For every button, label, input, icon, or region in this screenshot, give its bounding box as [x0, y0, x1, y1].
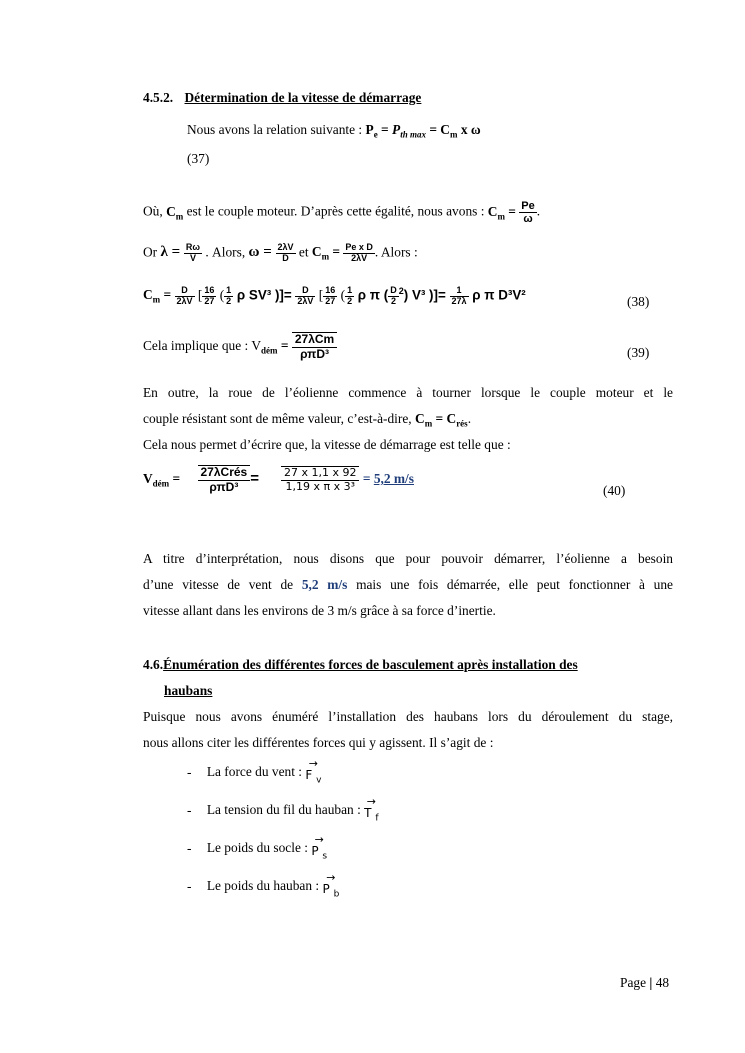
paragraph-line: A titre d’interprétation, nous disons que pour pouvoir démarrer, l’éolienne a besoin	[143, 551, 673, 566]
frac-num: Pe	[521, 200, 535, 212]
pth-symbol: P	[392, 122, 401, 137]
result-value: 5,2 m/s	[373, 470, 414, 486]
pe-sub: e	[373, 129, 378, 140]
list-item-poids-socle	[187, 835, 327, 863]
cm-symbol: C	[166, 203, 176, 219]
frac-num: 27λCm	[292, 333, 337, 348]
eq-sign-3: =	[359, 470, 374, 486]
cm-sub: m	[175, 211, 184, 222]
list-dash: -	[187, 840, 192, 856]
cm-symbol: C	[311, 244, 322, 260]
paragraph-line: nous allons citer les différentes forces qui y agissent. Il s’agit de :	[143, 735, 494, 750]
2lv-over-d	[276, 243, 296, 264]
vector-sub: s	[322, 851, 328, 862]
eq-sign: =	[277, 337, 292, 353]
section-title-2: haubans	[164, 683, 213, 698]
speed-line	[143, 577, 673, 593]
frac-den: 2	[226, 295, 232, 306]
page-label: Page	[620, 975, 647, 990]
rho-sv3: ρ SV³ )]=	[233, 287, 296, 303]
force-vector	[311, 835, 327, 863]
frac-den: ρπD³	[209, 479, 239, 494]
v-symbol: V	[143, 470, 153, 486]
vector-arrow-icon: →	[366, 795, 376, 808]
sqrt-numeric	[281, 466, 360, 493]
frac-num: 16	[204, 285, 215, 295]
section-title-1: Énumération des différentes forces de basculement après installation des	[163, 657, 578, 672]
vector-sub: f	[375, 813, 379, 824]
sqrt-fraction	[292, 332, 337, 362]
relation-line	[187, 122, 481, 140]
couple-line	[143, 411, 471, 429]
eq-sign: =	[377, 122, 393, 137]
section-heading-4-5-2	[143, 90, 421, 106]
cm-definition-line	[143, 200, 540, 225]
frac-den: 27λ	[451, 295, 467, 306]
ou-text-2: est le couple moteur. D’après cette égalité, nous avons :	[183, 203, 488, 219]
paragraph-line: vitesse allant dans les environs de 3 m/s grâce à sa force d’inertie.	[143, 603, 496, 618]
force-label: Le poids du socle :	[206, 840, 312, 856]
rho-pi-d3v2: ρ π D³V²	[468, 287, 526, 303]
frac-num: 1	[226, 285, 232, 295]
alors-text: . Alors,	[202, 244, 249, 260]
pth-sub: th max	[400, 129, 426, 140]
or-line	[143, 243, 418, 264]
or-text: Or	[143, 244, 161, 260]
cm-sub-2: m	[497, 211, 505, 222]
force-label: La force du vent :	[206, 764, 306, 780]
frac-num: Rω	[185, 242, 201, 252]
dem-sub: dém	[152, 478, 170, 489]
speed-text: d’une vitesse de vent de	[143, 577, 302, 592]
frac-num: 27λCrés	[198, 466, 251, 481]
vector-sub: b	[333, 889, 340, 900]
section-number: 4.5.2.	[143, 90, 174, 105]
frac-g	[388, 286, 399, 307]
cm-sub: m	[321, 252, 330, 263]
equation-label-38: (38)	[627, 294, 650, 309]
paragraph-line: Cela nous permet d’écrire que, la vitesse de démarrage est telle que :	[143, 437, 511, 452]
list-dash: -	[187, 878, 192, 894]
cm-sub: m	[424, 418, 433, 429]
force-vector	[305, 759, 321, 787]
pe-over-omega	[519, 200, 536, 225]
vector-arrow-icon: →	[326, 871, 336, 884]
frac-den: V	[189, 252, 196, 263]
equation-40	[143, 465, 414, 495]
frac-num: Pe x D	[345, 242, 373, 252]
force-label: Le poids du hauban :	[206, 878, 323, 894]
page-number: 48	[655, 975, 670, 990]
pe-symbol: P	[365, 122, 374, 137]
frac-den: ω	[523, 213, 533, 226]
section-number: 4.6.	[143, 657, 164, 672]
list-item-force-vent	[187, 759, 321, 787]
list-item-tension-fil	[187, 797, 378, 825]
frac-num: D	[390, 285, 397, 295]
page-footer	[620, 975, 669, 991]
eq-sign: =	[169, 470, 184, 486]
frac-e	[323, 286, 337, 307]
frac-den: 27	[204, 295, 215, 306]
frac-f	[345, 286, 354, 307]
r-omega-over-v	[184, 243, 202, 264]
v-cubed: ) V³ )]=	[403, 287, 450, 303]
times-omega: x ω	[457, 122, 481, 137]
ou-text: Où,	[143, 203, 167, 219]
section-heading-4-6	[143, 657, 578, 673]
bracket-2: [	[315, 287, 324, 303]
et-text: et	[295, 244, 312, 260]
frac-den: 27	[325, 295, 336, 306]
cm-symbol: C	[415, 411, 425, 426]
cm-symbol: = C	[425, 122, 450, 137]
frac-den: D	[282, 252, 289, 263]
paragraph-line: En outre, la roue de l’éolienne commence à tourner lorsque le couple moteur et le	[143, 385, 673, 400]
frac-a	[175, 286, 195, 307]
force-vector	[323, 873, 340, 901]
paragraph-line: Puisque nous avons énuméré l’installation des haubans lors du déroulement du stage,	[143, 709, 673, 724]
frac-den: 2	[347, 295, 353, 306]
force-label: La tension du fil du hauban :	[206, 802, 365, 818]
list-dash: -	[187, 764, 192, 780]
section-title: Détermination de la vitesse de démarrage	[184, 90, 422, 105]
cres-sub: rés	[456, 418, 468, 429]
cres-symbol: C	[446, 411, 457, 426]
frac-c	[224, 286, 233, 307]
lambda-eq: λ =	[160, 244, 184, 261]
speed-text-2: mais une fois démarrée, elle peut fonctionner à une	[347, 577, 673, 592]
paren: (	[216, 287, 225, 303]
cm-symbol-2: C	[487, 203, 498, 219]
frac-den: ρπD³	[300, 346, 330, 361]
square-exponent: 2	[398, 286, 404, 296]
alors-text-2: . Alors :	[374, 244, 418, 260]
equation-39	[143, 332, 337, 362]
frac-num: D	[295, 286, 315, 297]
eq-sign-2: =	[250, 469, 259, 487]
frac-num: 1	[347, 285, 353, 295]
equation-label-40: (40)	[603, 483, 626, 498]
speed-value: 5,2 m/s	[301, 577, 348, 592]
list-dash: -	[187, 802, 192, 818]
bracket: [	[194, 287, 203, 303]
cm-sub: m	[152, 295, 161, 306]
frac-den: 2λV	[176, 295, 193, 306]
vector-symbol: P	[311, 844, 319, 858]
frac-den: 2λV	[351, 252, 368, 263]
sqrt-symbolic	[198, 465, 251, 495]
paren-2: (	[337, 287, 346, 303]
frac-d	[295, 286, 315, 307]
relation-text: Nous avons la relation suivante :	[187, 122, 366, 137]
vector-arrow-icon: →	[314, 833, 324, 846]
list-item-poids-hauban	[187, 873, 339, 901]
eq39-text: Cela implique que : V	[143, 337, 262, 353]
vector-sub: v	[316, 775, 322, 786]
frac-num: D	[175, 286, 195, 297]
cm-symbol: C	[143, 287, 153, 303]
vector-arrow-icon: →	[308, 757, 318, 770]
frac-den: 2	[390, 295, 396, 306]
vector-symbol: F	[305, 768, 313, 782]
dem-sub: dém	[261, 345, 278, 356]
omega-eq: ω =	[248, 244, 276, 261]
period: .	[536, 203, 541, 219]
frac-b	[202, 286, 216, 307]
force-vector	[364, 797, 378, 825]
frac-num: 16	[325, 285, 336, 295]
equation-38	[143, 286, 526, 307]
frac-den: 2λV	[297, 295, 314, 306]
frac-num: 1	[450, 286, 469, 297]
eq-sign: =	[504, 203, 520, 219]
frac-h	[450, 286, 469, 307]
rho-pi: ρ π (	[354, 287, 389, 303]
period: .	[467, 411, 472, 426]
eq-sign: =	[329, 244, 344, 260]
couple-text: couple résistant sont de même valeur, c’est-à-dire,	[143, 411, 416, 426]
vector-symbol: T	[364, 806, 372, 820]
cm-sub: m	[449, 129, 458, 140]
pe-d-over-2lv	[343, 243, 375, 264]
frac-num: 27 x 1,1 x 92	[281, 467, 360, 481]
equation-label-37: (37)	[187, 151, 210, 166]
page-separator: |	[649, 975, 653, 990]
eq-sign: =	[432, 411, 447, 426]
frac-num: 2λV	[277, 242, 294, 252]
eq-sign: =	[160, 287, 175, 303]
equation-label-39: (39)	[627, 345, 650, 360]
vector-symbol: P	[322, 882, 330, 896]
frac-den: 1,19 x π x 3³	[285, 479, 355, 493]
